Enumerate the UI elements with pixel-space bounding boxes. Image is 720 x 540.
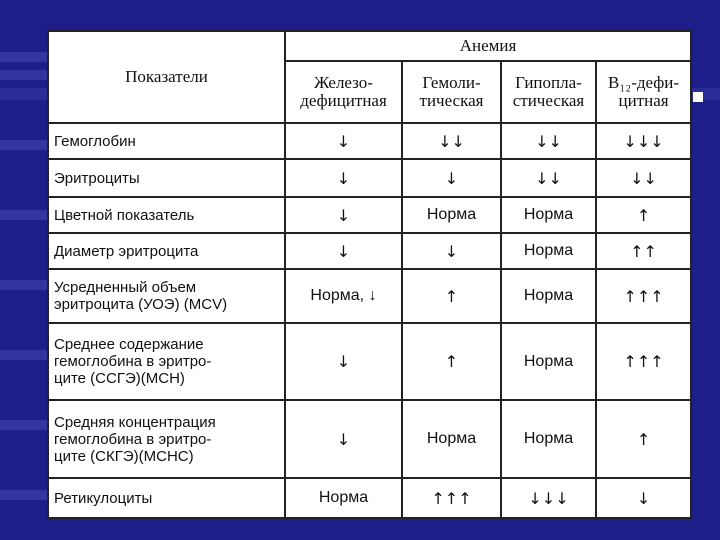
background-stripe: [0, 140, 48, 150]
column-header-b12-deficiency: B₁₂-дефи- цитная: [596, 61, 691, 123]
table-cell: ↑: [402, 323, 501, 400]
table-cell: Норма: [501, 197, 596, 233]
table-cell: ↓↓: [402, 123, 501, 159]
table-cell: ↑: [596, 400, 691, 478]
anemia-table: [47, 30, 692, 519]
table-row: [48, 269, 691, 323]
table-row: [48, 197, 691, 233]
table-row: [48, 400, 691, 478]
table-cell: ↓↓: [501, 123, 596, 159]
column-header-hypoplastic: Гипопла- стическая: [501, 61, 596, 123]
table-cell: ↑↑↑: [596, 269, 691, 323]
background-stripe: [0, 350, 48, 360]
indicators-header: Показатели: [48, 31, 285, 123]
table-cell: ↓↓: [596, 159, 691, 197]
background-stripe: [0, 210, 48, 220]
table-cell: Норма: [402, 400, 501, 478]
table-cell: Норма: [501, 323, 596, 400]
table-row: [48, 123, 691, 159]
table-cell: ↓: [402, 159, 501, 197]
background-stripe: [0, 490, 48, 500]
table-cell: ↓: [285, 123, 402, 159]
table-cell: ↓: [285, 400, 402, 478]
table-cell: ↑↑↑: [596, 323, 691, 400]
background-stripe: [0, 52, 48, 62]
background-stripe: [0, 70, 48, 80]
table-cell: Норма: [285, 478, 402, 518]
table-cell: ↓: [285, 197, 402, 233]
indicator-label: Ретикулоциты: [48, 478, 285, 518]
table-cell: Норма: [501, 233, 596, 269]
table-cell: ↓↓: [501, 159, 596, 197]
table-cell: ↑: [596, 197, 691, 233]
table-cell: Норма, ↓: [285, 269, 402, 323]
table-cell: ↓: [285, 233, 402, 269]
indicator-label: Гемоглобин: [48, 123, 285, 159]
column-header-hemolytic: Гемоли- тическая: [402, 61, 501, 123]
indicator-label: Среднее содержание гемоглобина в эритро- ците (ССГЭ)(MCH): [48, 323, 285, 400]
indicator-label: Средняя концентрация гемоглобина в эритро- ците (СКГЭ)(MCHC): [48, 400, 285, 478]
table-cell: ↓↓↓: [596, 123, 691, 159]
table-cell: Норма: [402, 197, 501, 233]
table-cell: ↓↓↓: [501, 478, 596, 518]
indicator-label: Эритроциты: [48, 159, 285, 197]
table-cell: ↑↑: [596, 233, 691, 269]
column-header-iron-deficiency: Железо- дефицитная: [285, 61, 402, 123]
indicator-label: Цветной показатель: [48, 197, 285, 233]
decorative-square: [693, 92, 703, 102]
indicator-label: Диаметр эритроцита: [48, 233, 285, 269]
table-cell: Норма: [501, 269, 596, 323]
table-cell: ↓: [285, 159, 402, 197]
table-cell: ↓: [402, 233, 501, 269]
table-cell: ↑: [402, 269, 501, 323]
table-row: [48, 159, 691, 197]
table-cell: Норма: [501, 400, 596, 478]
anemia-group-header: Анемия: [285, 31, 691, 61]
background-stripe: [0, 420, 48, 430]
table-cell: ↑↑↑: [402, 478, 501, 518]
anemia-table-container: [47, 30, 690, 518]
table-cell: ↓: [285, 323, 402, 400]
table-row: [48, 478, 691, 518]
background-stripe: [0, 280, 48, 290]
table-cell: ↓: [596, 478, 691, 518]
table-body: [48, 123, 691, 518]
indicator-label: Усредненный объем эритроцита (УОЭ) (MCV): [48, 269, 285, 323]
table-row: [48, 323, 691, 400]
table-row: [48, 233, 691, 269]
